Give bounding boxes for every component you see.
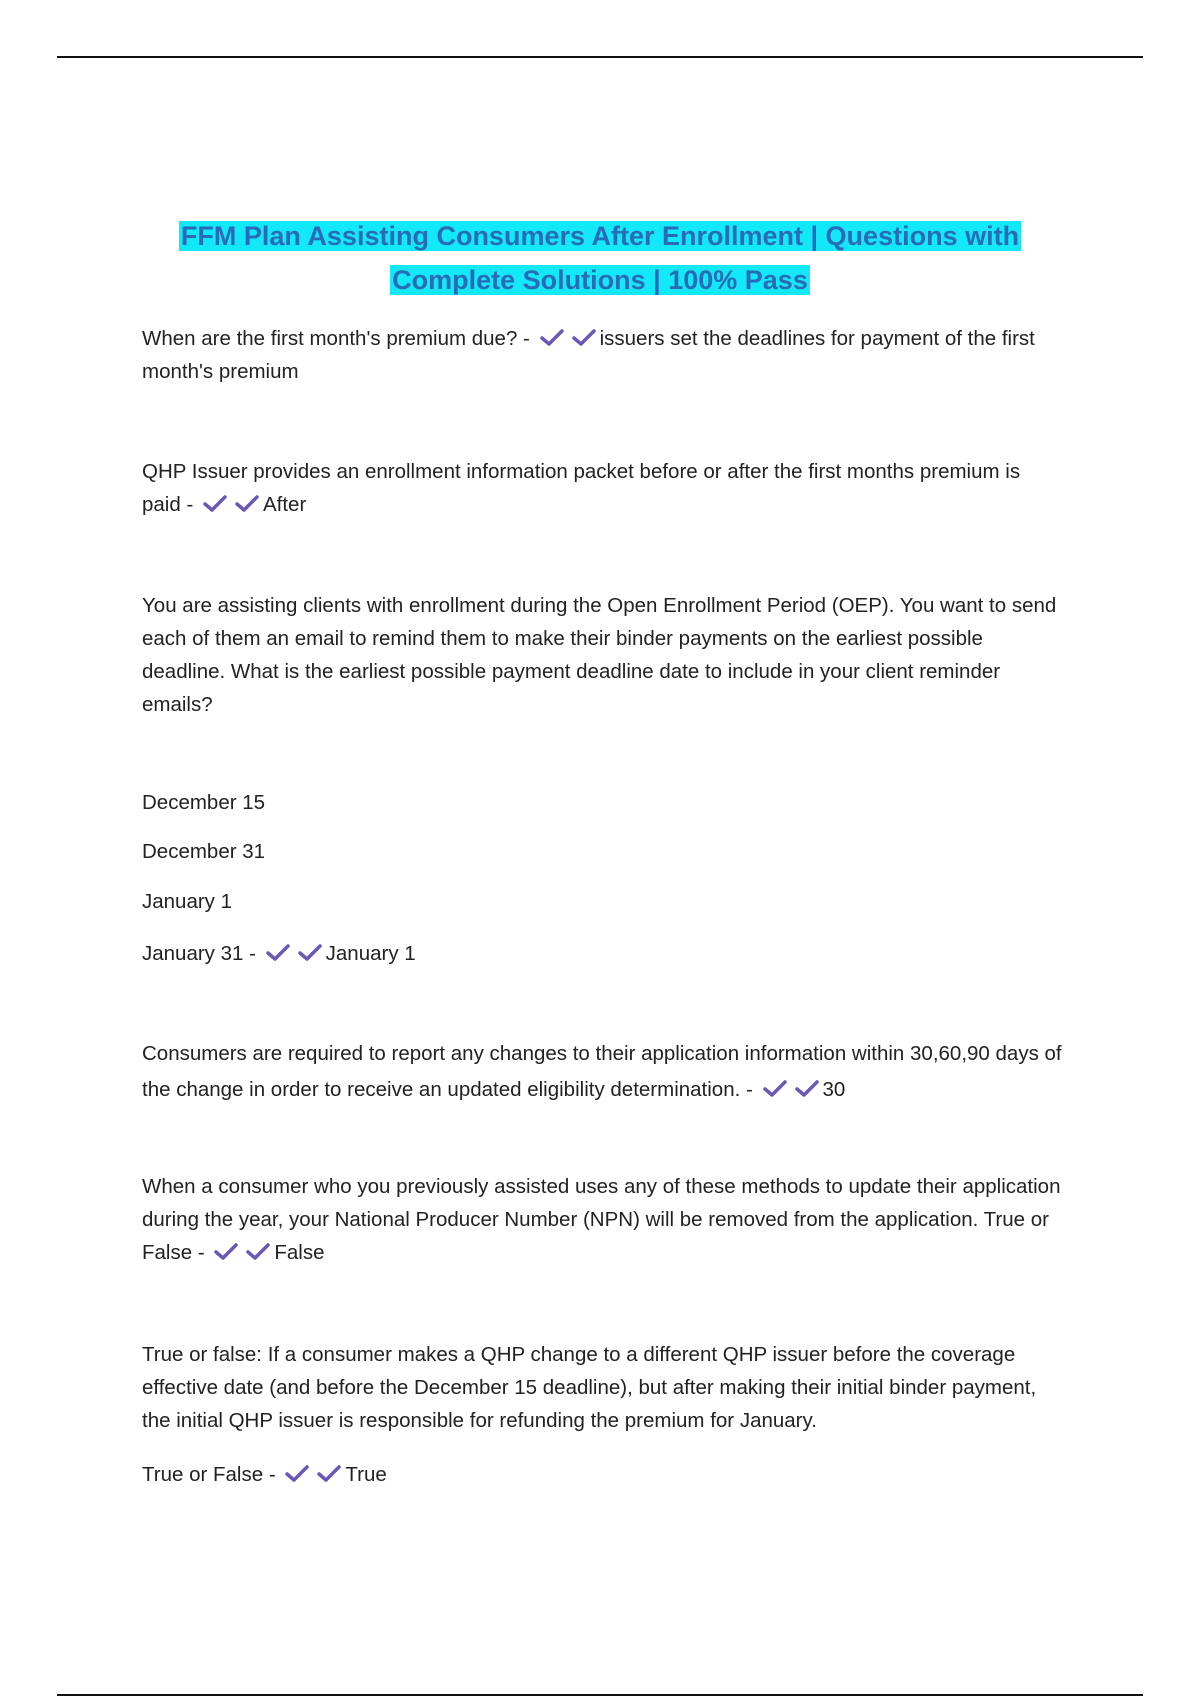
question-text: When a consumer who you previously assisted uses any of these methods to update their application during the year, your National Producer Number (NPN) will be removed from the application. True or False - bbox=[142, 1175, 1061, 1264]
prompt-text: True or False - bbox=[142, 1463, 276, 1486]
question-text: Consumers are required to report any changes to their application information within 30,60,90 days of the change in order to receive an updated eligibility determination. - bbox=[142, 1042, 1062, 1101]
checkmark-icon bbox=[539, 328, 565, 348]
option-item: December 15 bbox=[142, 791, 266, 814]
qa-item-6-answer bbox=[142, 1458, 1062, 1491]
checkmark-icon bbox=[284, 1464, 310, 1484]
qa-item-6 bbox=[142, 1338, 1062, 1437]
checkmark-icon bbox=[234, 494, 260, 514]
checkmark-icon bbox=[762, 1079, 788, 1099]
checkmark-icon bbox=[316, 1464, 342, 1484]
answer-text: False bbox=[274, 1241, 325, 1264]
answer-text: After bbox=[262, 493, 307, 516]
question-text: When are the first month's premium due? - bbox=[142, 327, 530, 350]
qa-item-4 bbox=[142, 1036, 1062, 1108]
option-item: January 1 bbox=[142, 890, 233, 913]
qa-item-1 bbox=[142, 322, 1062, 388]
checkmark-icon bbox=[213, 1242, 239, 1262]
answer-text: issuers set the deadlines for payment of the first month's premium bbox=[142, 327, 1035, 383]
checkmark-icon bbox=[297, 943, 323, 963]
checkmark-icon bbox=[571, 328, 597, 348]
answer-text: 30 bbox=[822, 1078, 846, 1101]
document-title bbox=[140, 214, 1060, 302]
checkmark-icon bbox=[265, 943, 291, 963]
footer-rule bbox=[57, 1694, 1143, 1696]
checkmark-icon bbox=[794, 1079, 820, 1099]
header-rule bbox=[57, 56, 1143, 58]
question-text: QHP Issuer provides an enrollment information packet before or after the first months premium is paid - bbox=[142, 460, 1021, 516]
qa-item-2 bbox=[142, 455, 1062, 521]
question-text: You are assisting clients with enrollment during the Open Enrollment Period (OEP). You want to send each of them an email to remind them to make their binder payments on the earliest possible deadline. What is the earliest possible payment deadline date to include in your client reminder emails? bbox=[142, 594, 1057, 716]
checkmark-icon bbox=[245, 1242, 271, 1262]
title-line-2: Complete Solutions | 100% Pass bbox=[392, 265, 808, 295]
qa-item-3 bbox=[142, 589, 1062, 721]
option-text: January 31 - bbox=[142, 942, 256, 965]
option-item: December 31 bbox=[142, 840, 266, 863]
answer-text: True bbox=[345, 1463, 387, 1486]
answer-text: January 1 bbox=[325, 942, 416, 965]
question-text: True or false: If a consumer makes a QHP change to a different QHP issuer before the coverage effective date (and before the December 15 deadline), but after making their initial binder payment, the initial QHP issuer is responsible for refunding the premium for January. bbox=[142, 1343, 1037, 1432]
title-line-1: FFM Plan Assisting Consumers After Enrollment | Questions with bbox=[180, 221, 1020, 251]
option-item-with-answer bbox=[142, 937, 416, 970]
qa-item-5 bbox=[142, 1170, 1062, 1269]
checkmark-icon bbox=[202, 494, 228, 514]
